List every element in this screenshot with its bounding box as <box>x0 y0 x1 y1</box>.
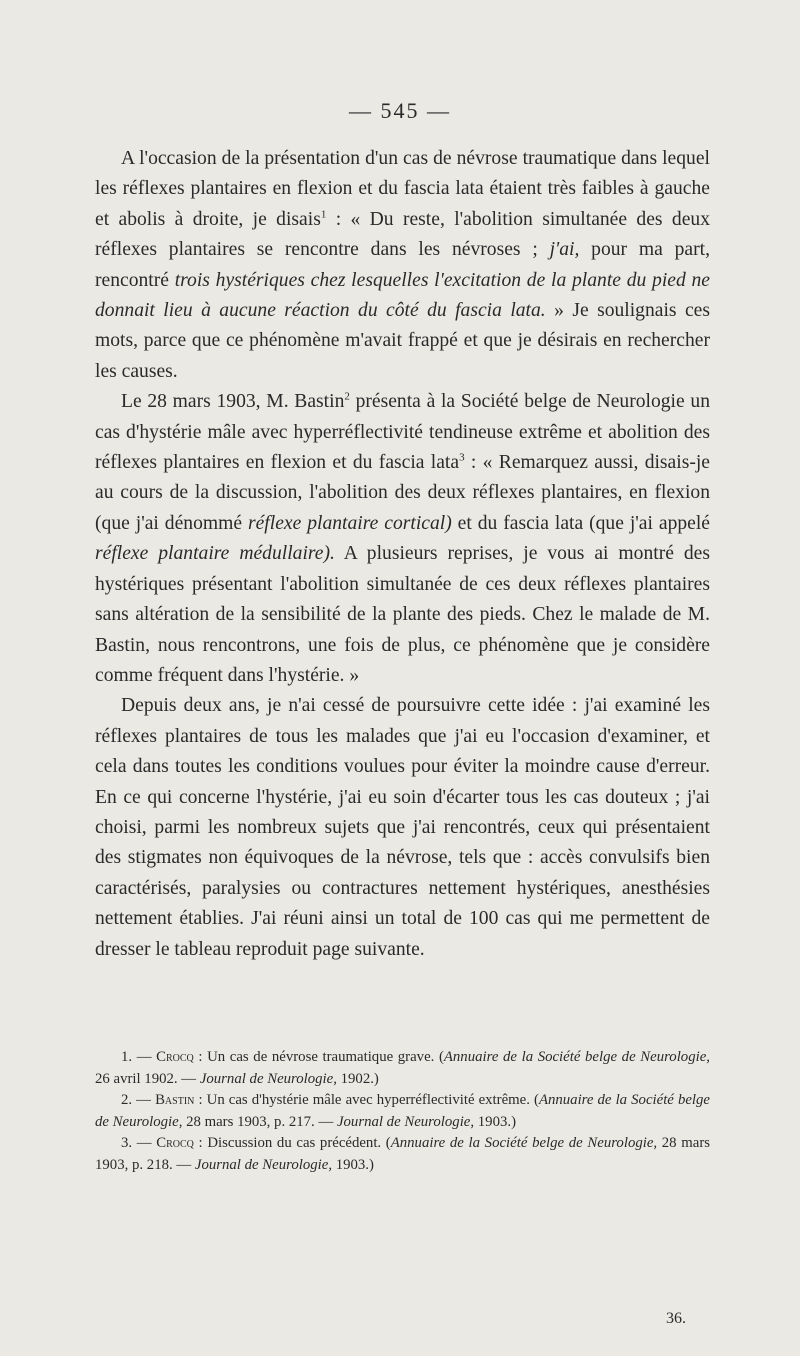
footnote-ref-3: 3 <box>459 451 465 464</box>
footnote-author: Bastin <box>155 1092 195 1108</box>
emphasis-term-medullaire: réflexe plantaire médullaire). <box>95 543 335 565</box>
page-number-header: — 545 — <box>349 98 451 123</box>
footnote-ref-2: 2 <box>344 390 350 403</box>
footnotes <box>95 1047 710 1176</box>
paragraph-1: A l'occasion de la présentation d'un cas de névrose traumatique dans lequel les réflexes plantaires en flexion et du fascia lata étaient très faibles à gauche et abolis à droite, je disais$^1$ : « Du reste, l'abolition simultanée des deux réflexes plantaires se rencontre dans les névroses ; j'ai, pour ma part, rencontré trois hystériques chez lesquelles l'excitation de la plante du pied ne donnait lieu à aucune réaction du côté du fascia lata. » Je soulignais ces mots, parce que ce phénomène m'avait frappé et que je désirais en rechercher les causes. <box>95 148 711 382</box>
main-text <box>95 144 710 965</box>
footnote-2: 2. — Bastin : Un cas d'hystérie mâle avec hyperréflectivité extrême. (Annuaire de la Société belge de Neurologie, 28 mars 1903, p. 217. — Journal de Neurologie, 1903.) <box>95 1092 710 1130</box>
footnote-author: Crocq <box>156 1135 194 1151</box>
footnote-1: 1. — Crocq : Un cas de névrose traumatique grave. (Annuaire de la Société belge de Neurologie, 26 avril 1902. — Journal de Neurologie, 1902.) <box>95 1049 710 1087</box>
paragraph-3: Depuis deux ans, je n'ai cessé de poursuivre cette idée : j'ai examiné les réflexes plantaires de tous les malades que j'ai eu l'occasion d'examiner, et cela dans toutes les conditions voulues pour éviter la moindre cause d'erreur. En ce qui concerne l'hystérie, j'ai eu soin d'écarter tous les cas douteux ; j'ai choisi, parmi les nombreux sujets que j'ai rencontrés, ceux qui présentaient des stigmates non équivoques de la névrose, tels que : accès convulsifs bien caractérisés, paralysies ou contractures nettement hystériques, anesthésies nettement établies. J'ai réuni ainsi un total de 100 cas qui me permettent de dresser le tableau reproduit page suivante. <box>95 695 710 960</box>
emphasis-term-cortical: réflexe plantaire cortical) <box>247 512 452 534</box>
emphasis-quote: trois hystériques chez lesquelles l'excitation de la plante du pied ne donnait lieu à aucune réaction du côté du fascia lata. <box>95 269 711 322</box>
paragraph-2: Le 28 mars 1903, M. Bastin$^2$ présenta à la Société belge de Neurologie un cas d'hystérie mâle avec hyperréflectivité tendineuse extrême et abolition des réflexes plantaires en flexion et du fascia lata$^3$ : « Remarquez aussi, disais-je au cours de la discussion, l'abolition des deux réflexes plantaires, en flexion (que j'ai dénommé réflexe plantaire cortical) et du fascia lata (que j'ai appelé réflexe plantaire médullaire). A plusieurs reprises, je vous ai montré des hystériques présentant l'abolition simultanée de ces deux réflexes plantaires sans altération de la sensibilité de la plante des pieds. Chez le malade de M. Bastin, nous rencontrons, une fois de plus, ce phénomène que je considère comme fréquent dans l'hystérie. » <box>95 390 711 686</box>
footnote-3: 3. — Crocq : Discussion du cas précédent. (Annuaire de la Société belge de Neurologie, 28 mars 1903, p. 218. — Journal de Neurologie, 1903.) <box>95 1135 710 1173</box>
footnote-author: Crocq <box>156 1049 194 1065</box>
footnote-ref-1: 1 <box>320 208 327 221</box>
emphasis: j'ai, <box>549 239 580 261</box>
signature-mark: 36. <box>666 1310 686 1327</box>
